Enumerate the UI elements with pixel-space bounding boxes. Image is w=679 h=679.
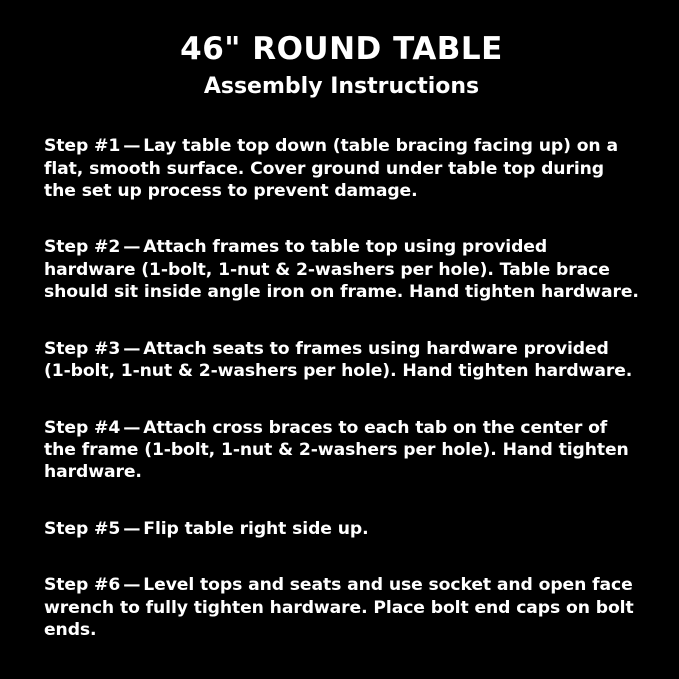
step-dash: —	[123, 338, 141, 359]
step-item	[44, 236, 639, 303]
step-text: Attach seats to frames using hardware provided (1-bolt, 1-nut & 2-washers per hole). Hand tighten hardware.	[44, 338, 633, 382]
step-item	[44, 417, 639, 484]
step-text: Flip table right side up.	[143, 518, 369, 539]
document-header	[44, 32, 639, 100]
step-dash: —	[123, 417, 141, 438]
step-item	[44, 338, 639, 383]
step-item	[44, 135, 639, 202]
step-label: Step #3	[44, 338, 121, 359]
steps-list	[44, 118, 639, 642]
step-dash: —	[123, 136, 141, 157]
step-text: Attach cross braces to each tab on the center of the frame (1-bolt, 1-nut & 2-washers per hole). Hand tighten hardware.	[44, 417, 629, 483]
page-subtitle: Assembly Instructions	[203, 73, 480, 99]
step-label: Step #4	[44, 417, 121, 438]
step-item	[44, 574, 639, 641]
step-dash: —	[123, 518, 141, 539]
step-label: Step #6	[44, 575, 121, 596]
step-text: Level tops and seats and use socket and open face wrench to fully tighten hardware. Place bolt end caps on bolt ends.	[44, 575, 634, 641]
step-item	[44, 518, 639, 540]
step-text: Attach frames to table top using provided hardware (1-bolt, 1-nut & 2-washers per hole). Table brace should sit inside angle iron on frame. Hand tighten hardware.	[44, 237, 639, 303]
step-dash: —	[123, 575, 141, 596]
page-title: 46" ROUND TABLE	[180, 31, 503, 67]
step-label: Step #2	[44, 237, 121, 258]
step-dash: —	[123, 237, 141, 258]
step-label: Step #1	[44, 136, 121, 157]
step-label: Step #5	[44, 518, 121, 539]
step-text: Lay table top down (table bracing facing up) on a flat, smooth surface. Cover ground under table top during the set up process to prevent damage.	[44, 136, 618, 201]
